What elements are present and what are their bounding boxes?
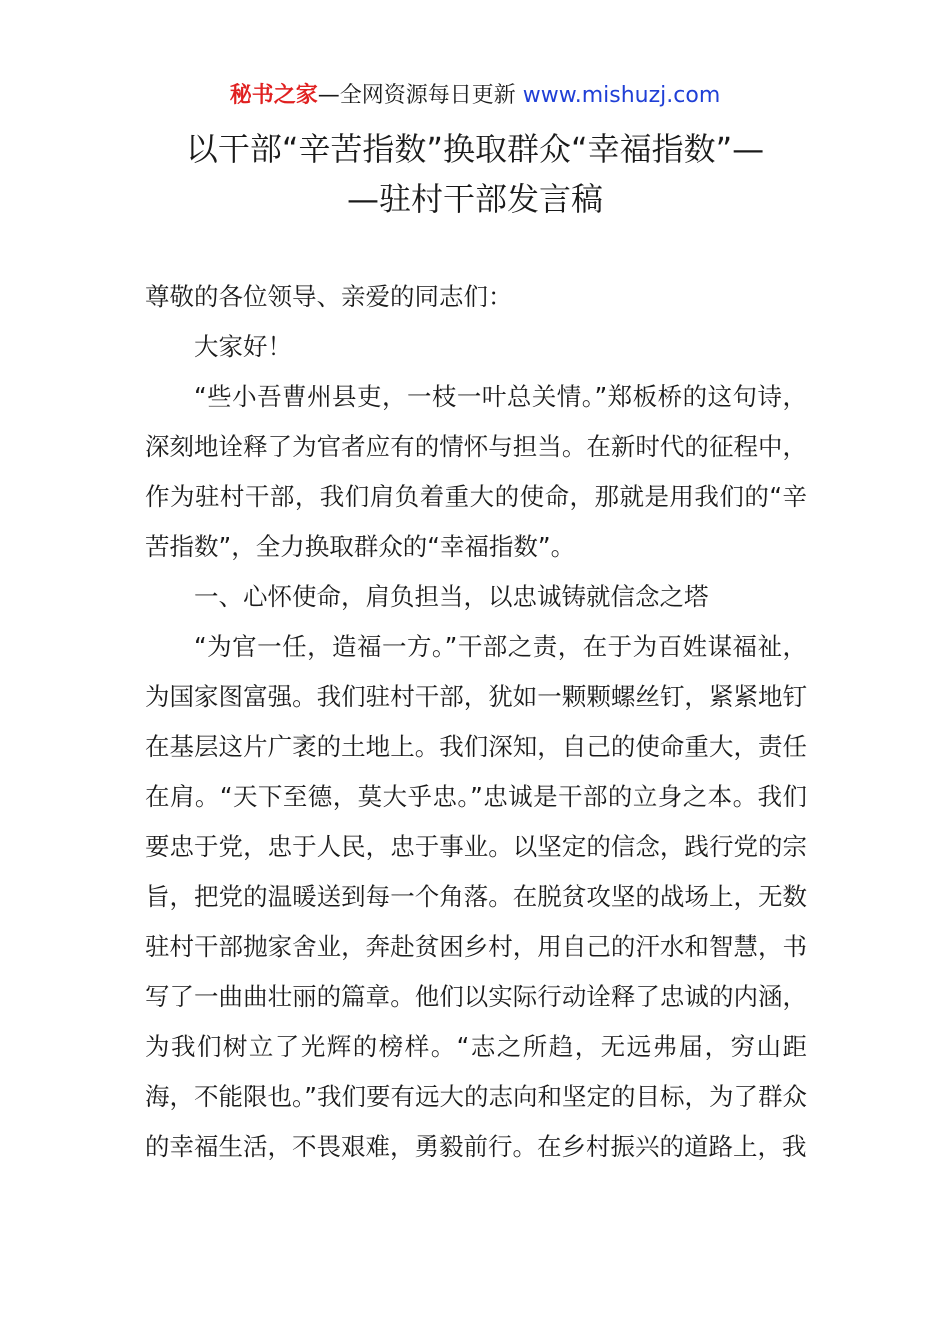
section-1-paragraph: “为官一任，造福一方。”干部之责，在于为百姓谋福祉，为国家图富强。我们驻村干部，犹如一颗颗螺丝钉，紧紧地钉在基层这片广袤的土地上。我们深知，自己的使命重大，责任在肩。“天下至德，莫大乎忠。”忠诚是干部的立身之本。我们要忠于党，忠于人民，忠于事业。以坚定的信念，践行党的宗旨，把党的温暖送到每一个角落。在脱贫攻坚的战场上，无数驻村干部抛家舍业，奔赴贫困乡村，用自己的汗水和智慧，书写了一曲曲壮丽的篇章。他们以实际行动诠释了忠诚的内涵，为我们树立了光辉的榜样。“志之所趋，无远弗届，穷山距海，不能限也。”我们要有远大的志向和坚定的目标，为了群众的幸福生活，不畏艰难，勇毅前行。在乡村振兴的道路上，我 [145,632,807,1161]
intro-paragraph: “些小吾曹州县吏，一枝一叶总关情。”郑板桥的这句诗，深刻地诠释了为官者应有的情怀与担当。在新时代的征程中，作为驻村干部，我们肩负着重大的使命，那就是用我们的“辛苦指数”，全力换取群众的“幸福指数”。 [145,382,807,561]
section-1-heading: 一、心怀使命，肩负担当，以忠诚铸就信念之塔 [194,582,709,611]
site-header [0,80,950,112]
greeting: 大家好！ [194,332,292,361]
brand-name: 秘书之家 [229,83,318,108]
header-tagline: —全网资源每日更新 [317,83,523,108]
title-line-1: 以干部“辛苦指数”换取群众“幸福指数”— [185,130,765,168]
document-title [0,124,950,224]
title-line-2: —驻村干部发言稿 [346,180,603,218]
site-url-link[interactable]: www.mishuzj.com [522,83,721,108]
document-body [145,272,807,1172]
salutation: 尊敬的各位领导、亲爱的同志们： [145,282,513,311]
